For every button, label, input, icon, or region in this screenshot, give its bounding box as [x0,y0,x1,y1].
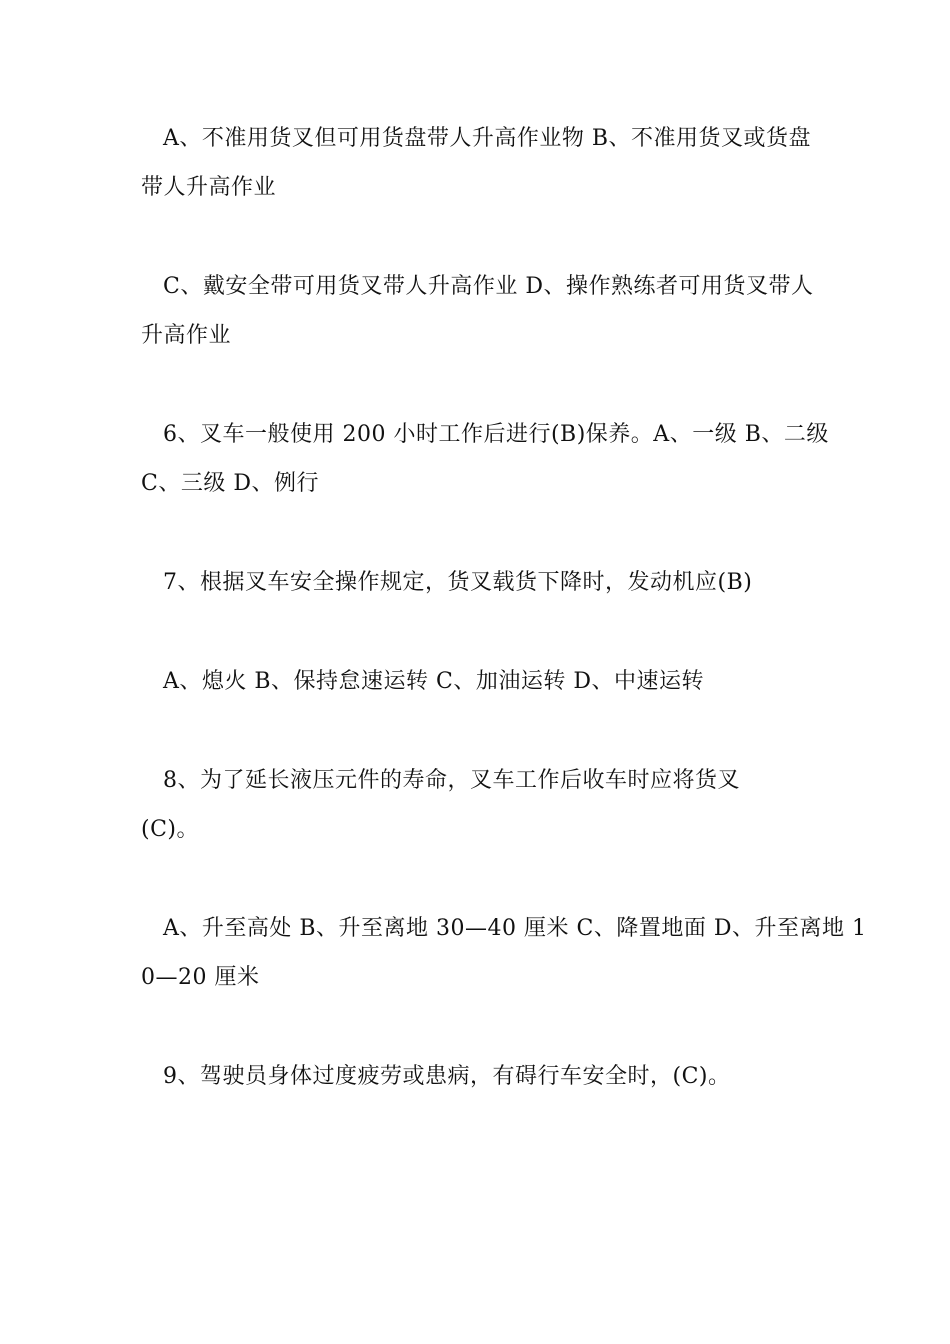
paragraph-line: 带人升高作业 [141,175,277,200]
paragraph-options-8 [141,904,867,1002]
paragraph-line: 0—20 厘米 [141,965,260,990]
paragraph-line: A、升至高处 B、升至离地 30—40 厘米 C、降置地面 D、升至离地 1 [163,916,867,941]
paragraph-line: C、戴安全带可用货叉带人升高作业 D、操作熟练者可用货叉带人 [163,274,814,299]
paragraph-line: A、熄火 B、保持怠速运转 C、加油运转 D、中速运转 [163,669,705,694]
paragraph-options-7 [141,657,811,706]
paragraph-line: 6、叉车一般使用 200 小时工作后进行(B)保养。A、一级 B、二级 [163,422,829,447]
paragraph-question-7 [141,558,811,607]
paragraph-line: C、三级 D、例行 [141,471,319,496]
paragraph-question-8 [141,756,811,854]
paragraph-line: (C)。 [141,817,199,842]
paragraph-line: 升高作业 [141,323,232,348]
paragraph-question-6 [141,410,829,508]
paragraph-line: A、不准用货叉但可用货盘带人升高作业物 B、不准用货叉或货盘 [163,126,812,151]
paragraph-option-5cd [141,262,814,360]
paragraph-line: 8、为了延长液压元件的寿命，叉车工作后收车时应将货叉 [163,768,740,793]
paragraph-line: 9、驾驶员身体过度疲劳或患病，有碍行车安全时，(C)。 [163,1064,731,1089]
paragraph-question-9 [141,1052,811,1101]
paragraph-option-5ab [141,114,811,212]
paragraph-line: 7、根据叉车安全操作规定，货叉载货下降时，发动机应(B) [163,570,753,595]
